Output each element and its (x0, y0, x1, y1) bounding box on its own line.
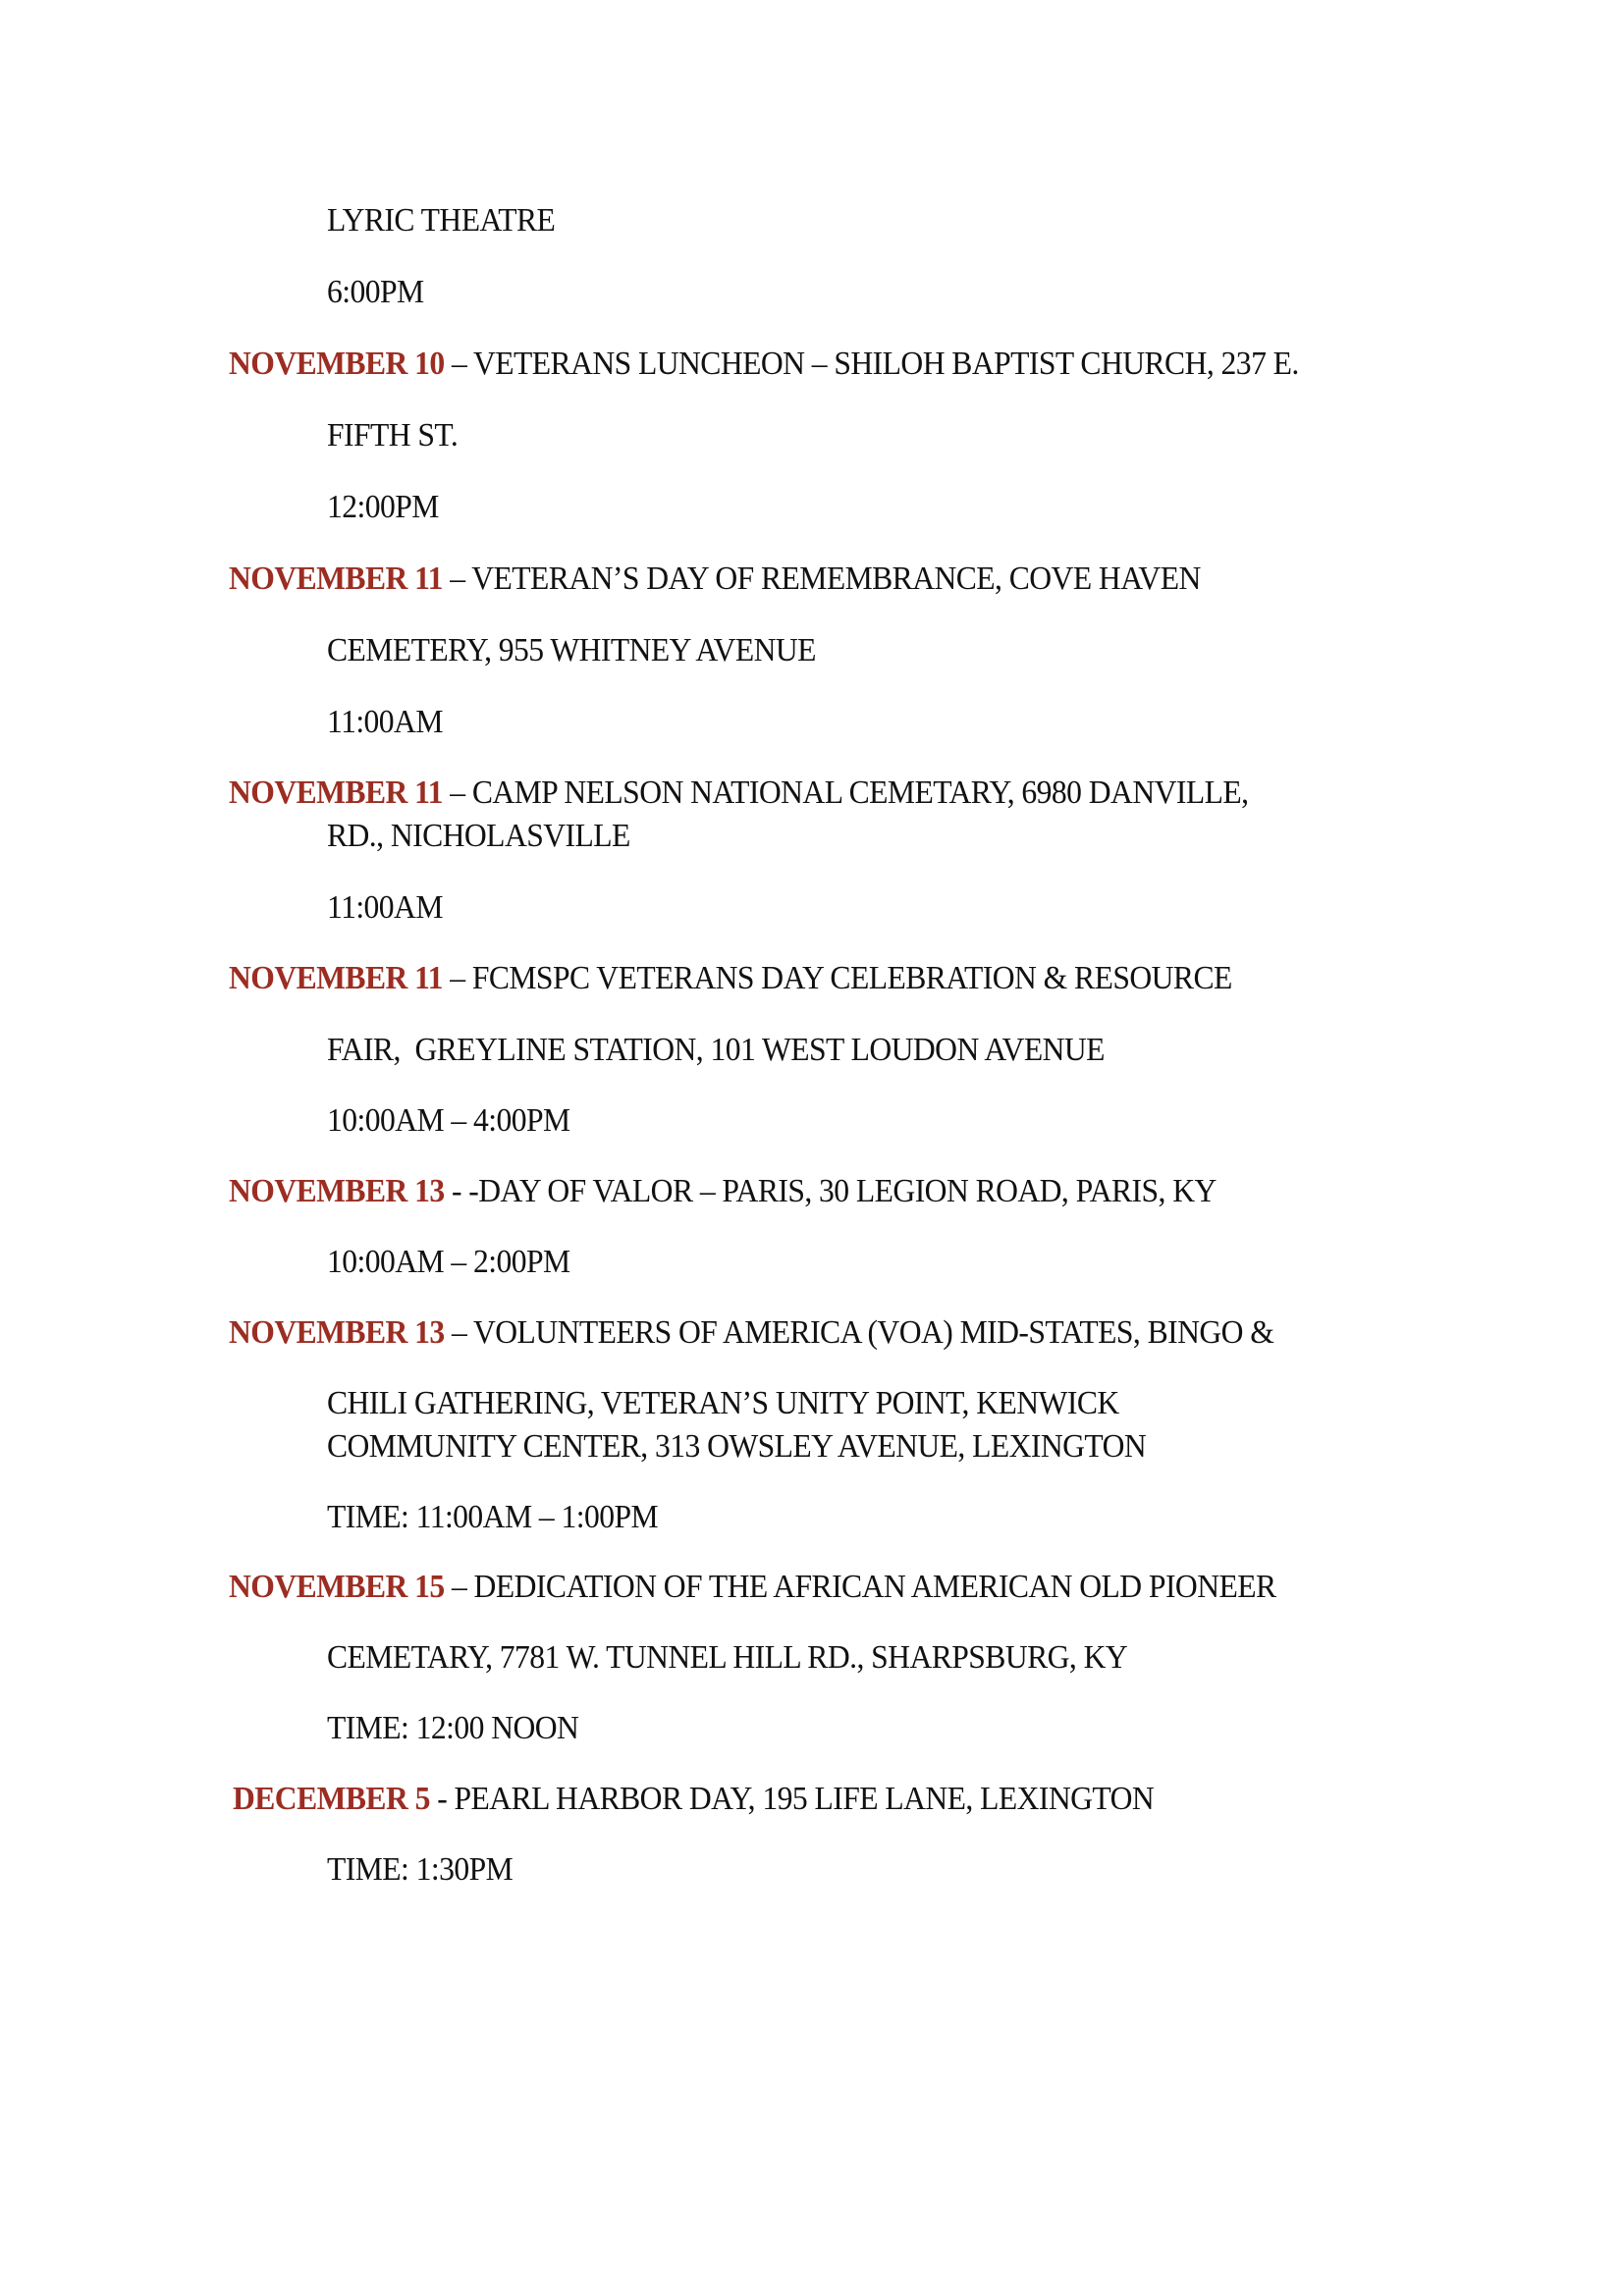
event-separator: – (444, 1314, 473, 1351)
event-heading (229, 774, 1248, 813)
event-title: -DAY OF VALOR – PARIS, 30 LEGION ROAD, PARIS, KY (468, 1173, 1217, 1209)
event-title: VETERANS LUNCHEON – SHILOH BAPTIST CHURCH, 237 E. (472, 346, 1299, 382)
event-address: CEMETARY, 7781 W. TUNNEL HILL RD., SHARPSBURG, KY (327, 1639, 1128, 1676)
event-address: FIFTH ST. (327, 417, 459, 454)
event-address: CEMETERY, 955 WHITNEY AVENUE (327, 632, 816, 668)
event-address: RD., NICHOLASVILLE (327, 818, 630, 854)
intro-time: 6:00PM (327, 274, 424, 310)
event-date: NOVEMBER 13 (229, 1314, 445, 1351)
event-time: TIME: 12:00 NOON (327, 1710, 579, 1746)
event-date: NOVEMBER 10 (229, 346, 445, 382)
event-separator: – (444, 1569, 474, 1605)
event-date: NOVEMBER 11 (229, 960, 443, 996)
event-title: VETERAN’S DAY OF REMEMBRANCE, COVE HAVEN (471, 561, 1201, 597)
event-date: NOVEMBER 11 (229, 561, 443, 597)
event-date: DECEMBER 5 (233, 1781, 430, 1817)
event-address: COMMUNITY CENTER, 313 OWSLEY AVENUE, LEXINGTON (327, 1428, 1147, 1465)
event-time: TIME: 11:00AM – 1:00PM (327, 1499, 659, 1535)
event-address: CHILI GATHERING, VETERAN’S UNITY POINT, KENWICK (327, 1385, 1119, 1421)
event-title: VOLUNTEERS OF AMERICA (VOA) MID-STATES, BINGO & (472, 1314, 1274, 1351)
event-heading (233, 1780, 1154, 1819)
event-date: NOVEMBER 13 (229, 1173, 445, 1209)
intro-venue: LYRIC THEATRE (327, 202, 556, 239)
event-heading (229, 959, 1232, 998)
event-separator: – (442, 561, 472, 597)
event-title: FCMSPC VETERANS DAY CELEBRATION & RESOURCE (471, 960, 1232, 996)
event-date: NOVEMBER 15 (229, 1569, 445, 1605)
event-heading (229, 345, 1299, 384)
event-separator: – (442, 960, 472, 996)
event-heading (229, 1313, 1273, 1353)
event-heading (229, 1568, 1276, 1607)
event-separator: - (429, 1781, 455, 1817)
event-separator: - (444, 1173, 469, 1209)
event-heading (229, 560, 1201, 599)
event-time: 12:00PM (327, 489, 439, 525)
event-title: PEARL HARBOR DAY, 195 LIFE LANE, LEXINGTON (454, 1781, 1155, 1817)
event-time: 10:00AM – 2:00PM (327, 1244, 570, 1280)
event-time: TIME: 1:30PM (327, 1851, 514, 1888)
event-address: FAIR, GREYLINE STATION, 101 WEST LOUDON AVENUE (327, 1032, 1105, 1068)
event-title: CAMP NELSON NATIONAL CEMETARY, 6980 DANVILLE, (471, 774, 1249, 811)
event-title: DEDICATION OF THE AFRICAN AMERICAN OLD PIONEER (473, 1569, 1276, 1605)
event-time: 10:00AM – 4:00PM (327, 1102, 570, 1139)
event-heading (229, 1172, 1217, 1211)
event-time: 11:00AM (327, 704, 443, 740)
event-time: 11:00AM (327, 889, 443, 926)
event-date: NOVEMBER 11 (229, 774, 443, 811)
event-separator: – (442, 774, 472, 811)
event-separator: – (444, 346, 473, 382)
